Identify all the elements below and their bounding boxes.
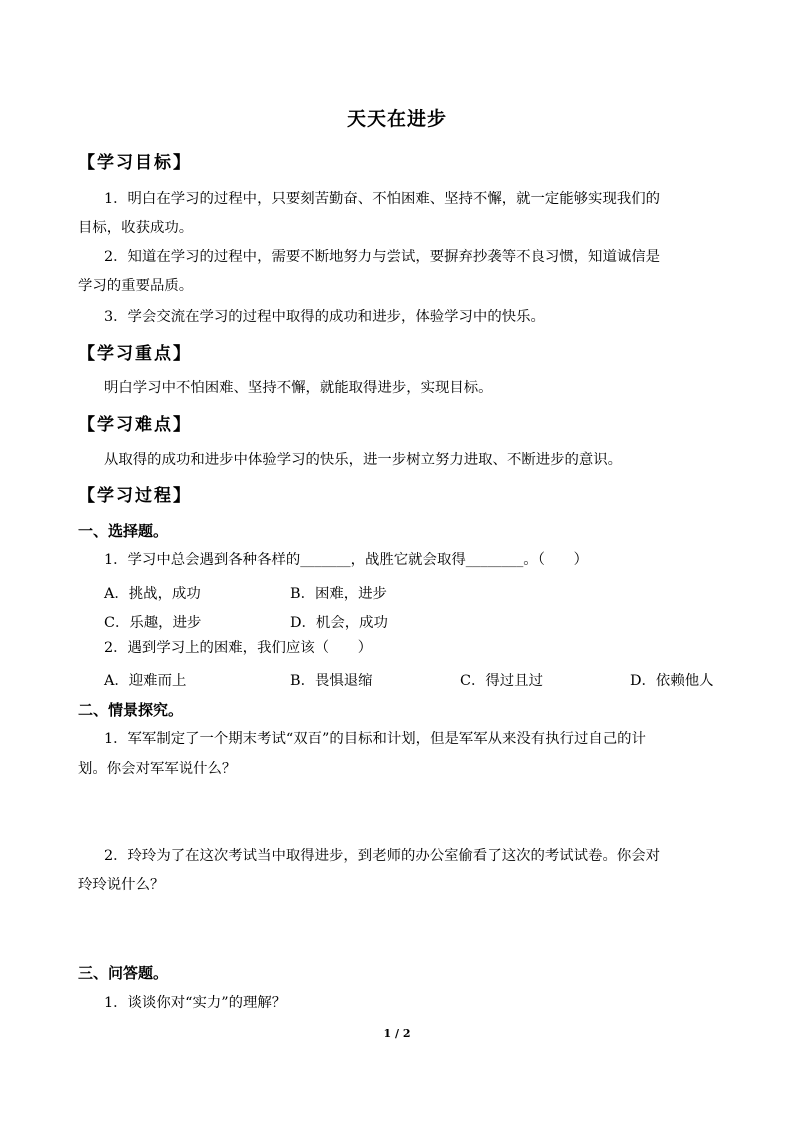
- scenario-question-1-line-2: 划。你会对军军说什么？: [78, 761, 237, 777]
- goal-2-line-1: 2．知道在学习的过程中，需要不断地努力与尝试，要摒弃抄袭等不良习惯，知道诚信是: [104, 249, 661, 265]
- choice-q1-option-b: B．困难，进步: [290, 586, 387, 602]
- choice-q2-option-a: A．迎难而上: [104, 673, 187, 689]
- scenario-question-2-line-1: 2．玲玲为了在这次考试当中取得进步，到老师的办公室偷看了这次的考试试卷。你会对: [104, 848, 661, 864]
- choice-question-2: 2．遇到学习上的困难，我们应该（ ）: [104, 640, 373, 656]
- choice-q1-option-c: C．乐趣，进步: [104, 615, 202, 631]
- scenario-section-heading: 二、情景探究。: [78, 701, 184, 719]
- key-points-heading: 【学习重点】: [78, 344, 192, 364]
- choice-q2-option-b: B．畏惧退缩: [290, 673, 373, 689]
- key-points-text: 明白学习中不怕困难、坚持不懈，就能取得进步，实现目标。: [104, 380, 493, 396]
- scenario-question-1-line-1: 1．军军制定了一个期末考试“双百”的目标和计划，但是军军从来没有执行过自己的计: [104, 731, 646, 747]
- choice-question-1: 1．学习中总会遇到各种各样的_______，战胜它就会取得________。（ ）: [104, 552, 589, 568]
- page-number: 1 / 2: [383, 1027, 411, 1040]
- document-title: 天天在进步: [346, 108, 447, 130]
- goal-3-line-1: 3．学会交流在学习的过程中取得的成功和进步，体验学习中的快乐。: [104, 309, 545, 325]
- goal-1-line-1: 1．明白在学习的过程中，只要刻苦勤奋、不怕困难、坚持不懈，就一定能够实现我们的: [104, 191, 661, 207]
- choice-q1-option-a: A．挑战，成功: [104, 586, 201, 602]
- difficulties-text: 从取得的成功和进步中体验学习的快乐，进一步树立努力进取、不断进步的意识。: [104, 452, 623, 468]
- qa-question-1: 1．谈谈你对“实力”的理解？: [104, 995, 287, 1011]
- choice-q1-option-d: D．机会，成功: [290, 615, 388, 631]
- learning-goals-heading: 【学习目标】: [78, 153, 192, 173]
- difficulties-heading: 【学习难点】: [78, 415, 192, 435]
- goal-1-line-2: 目标，收获成功。: [78, 220, 194, 236]
- learning-process-heading: 【学习过程】: [78, 486, 192, 506]
- qa-section-heading: 三、问答题。: [78, 964, 169, 982]
- goal-2-line-2: 学习的重要品质。: [78, 278, 194, 294]
- choice-section-heading: 一、选择题。: [78, 522, 169, 540]
- choice-q2-option-c: C．得过且过: [460, 673, 543, 689]
- choice-q2-option-d: D．依赖他人: [630, 673, 714, 689]
- scenario-question-2-line-2: 玲玲说什么？: [78, 877, 165, 893]
